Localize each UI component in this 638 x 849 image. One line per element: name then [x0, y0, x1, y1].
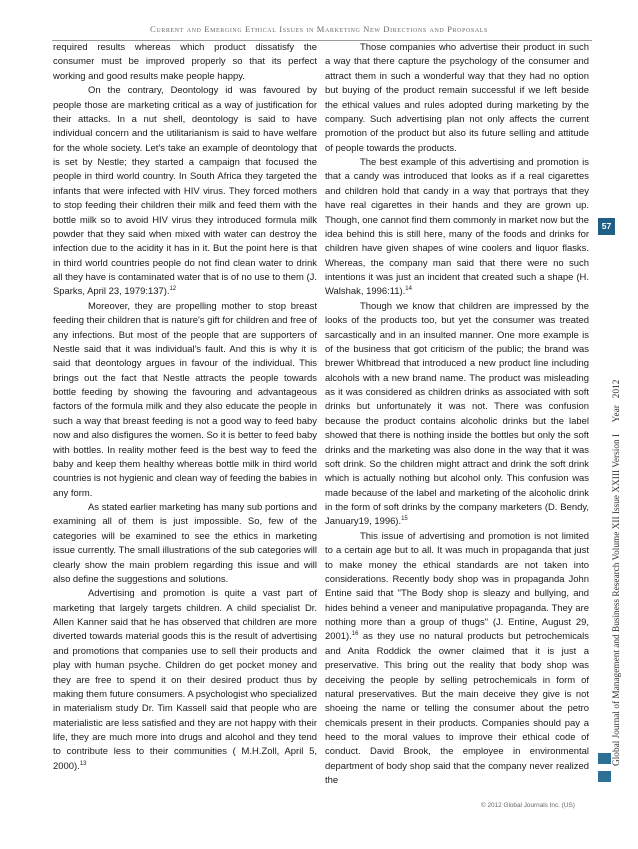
paragraph-text: As stated earlier marketing has many sub portions and examining all of them is just impossible. So, few of the categories will be examined to see the ethics in marketing issue currently. The small illustrations of the sub categories will clearly show the main problem regarding this issue and will also define the suggestions and solutions. — [53, 502, 317, 585]
left-column — [53, 41, 317, 774]
journal-sidebar-text — [610, 156, 624, 766]
copyright-notice: © 2012 Global Journals Inc. (US) — [481, 802, 575, 809]
right-column — [325, 41, 589, 789]
paragraph-text: required results whereas which product dissatisfy the consumer must be improved properly so that its perfect working and good results make people happy. — [53, 42, 317, 82]
page-number-badge: 57 — [598, 218, 615, 235]
paragraph — [53, 587, 317, 774]
paragraph — [53, 84, 317, 300]
paragraph-text: The best example of this advertising and promotion is that a candy was introduced that looks as if a real cigarettes and children hold that candy in a way that portrays that they have real cigarettes in their hands and they are grown up. Though, one cannot find them commonly in market now but the idea behind this is still here, many of the foods and drinks for children have given shapes of wine coolers and liquor flasks. Whereas, the company man said that there were no such intentions it was just an incident that created such a shape (H. Walshak, 1996:11). — [325, 157, 589, 298]
footnote-ref: 14 — [405, 286, 412, 293]
decorative-square — [598, 771, 611, 782]
paragraph — [53, 501, 317, 587]
footnote-ref: 12 — [169, 286, 177, 293]
paragraph — [325, 156, 589, 300]
footnote-ref: 16 — [351, 631, 359, 638]
paragraph — [325, 41, 589, 156]
year-value: 2012 — [612, 379, 622, 399]
paragraph-text: Moreover, they are propelling mother to stop breast feeding their children that is nature's gift for children and free of any infections. But most of the people that are supporters of Nestle said that it was individual's fault. And this is why it is said that deontology argues in favour of the individual. This brings out the fact that Nestle attracts the people towards bottle feeding by showing the favouring and advantageous factors of the formula milk and they also educate the people in such a way that breast feeding is not a good way to feed baby now and also disfigures the women. So it is better to feed baby with bottles. In reality mother feed is the best way to feed the baby and keep them healthy whereas bottle milk in third world countries is not hygienic and clean way of feeding the babies in any form. — [53, 300, 317, 499]
paragraph-text: Advertising and promotion is quite a vast part of marketing that largely targets children. A child specialist Dr. Allen Kanner said that he has observed that children are more diverted towards material goods this is the result of advertising and promotions that companies use to sell their products and play with human psyche. Children do get pocket money and they are free to spend it on their desired product thus by making them future consumers. A psychologist who specialized in materialism study Dr. Tim Kassell said that people who are materialistic are less satisfied and they are not happy with their life, they are much more into drugs and alcohol and they tend to contribute less to their communities ( M.H.Zoll, April 5, 2000). — [53, 588, 317, 772]
paragraph — [325, 530, 589, 789]
paragraph-text: Those companies who advertise their product in such a way that there capture the psychology of the consumer and attract them in such a wonderful way that they had no option but buying of the product remain successful if we left beside the ethical values and rules adopted during marketing by the company. Such advertising plan not only affects the current promotion of the product but also its future selling and attitude of people towards the products. — [325, 42, 589, 154]
footnote-ref: 13 — [79, 760, 87, 767]
paragraph-text-continued: as they use no natural products but petrochemicals and Anita Roddick the owner claimed that it is just a preservative. This bring out the reality that body shop was deceiving the people by selling petrochemicals in form of natural preservatives. But the main deceive they give is not shoeing the name or telling the consumer about the petro chemicals present in their products. Companies should pay a heed to the moral values to improve their ethical code of conduct. David Brook, the employee in environmental department of body shop said that the company never realized the — [325, 631, 589, 787]
paragraph — [53, 41, 317, 84]
paragraph-text: Though we know that children are impressed by the looks of the products too, but yet the consumer was treated sarcastically and in an insulted manner. One more example is of the business that got criticism of the public; the brand was brewer Whitbread that introduced a new product line including alcohols with a new brand name. The product was misleading as it was considered as children drinks as associated with soft drinks but unfortunately it was not. There was confusion because the product contains alcoholic drinks but the label showed that there is nothing inside the bottles but only the soft drinks and the marketing was also done in the way that it was soft drink. So the children might attract and drink the soft drink which is actually nothing but alcohol only. This confusion was made because of the label and marketing of the alcoholic drink in the form of soft drinks by the company marketers (D. Bendy, January19, 1996). — [325, 300, 589, 528]
journal-sidebar — [600, 160, 634, 770]
year-label: Year — [612, 405, 622, 423]
paragraph-text: This issue of advertising and promotion is not limited to a certain age but to all. It was much in propaganda that just to make money the ethical standards are not taken into considerations. Recently body shop was in propaganda John Entine said that "The Body shop is sleazy and bullying, and hides behind a veneer and manipulative propaganda. They are nothing more than a group of thugs" (J. Entine, August 29, 2001). — [325, 530, 589, 643]
footnote-ref: 15 — [401, 516, 408, 523]
paragraph-text: On the contrary, Deontology id was favoured by people those are marketing critical as a way of justification for their attacks. In a nut shell, deontology is said to have individual concern and the utilitarianism is said to have welfare for the whole society. Let's take an example of deontology that is set by Nestle; they started a campaign that focused the people in third world country. In South Africa they targeted the infants that were infected with HIV virus. They forced mothers to stop feeding their children their milk and feed them with the bottle milk so to avoid HIV virus they introduced formula milk powder that they said when mixed with water can destroy the infection due to the acidity it has in it. But the point here is that in third world countries people do not find clean water to drink all they have is contaminated water that is of no use to them (J. Sparks, April 23, 1979:137). — [53, 85, 317, 298]
paragraph — [53, 300, 317, 501]
running-header: Current and Emerging Ethical Issues in Marketing New Directions and Proposals — [150, 24, 488, 34]
paragraph — [325, 300, 589, 530]
journal-title: Global Journal of Management and Business Research Volume XII Issue XXIII Version I — [612, 433, 622, 766]
decorative-square — [598, 753, 611, 764]
